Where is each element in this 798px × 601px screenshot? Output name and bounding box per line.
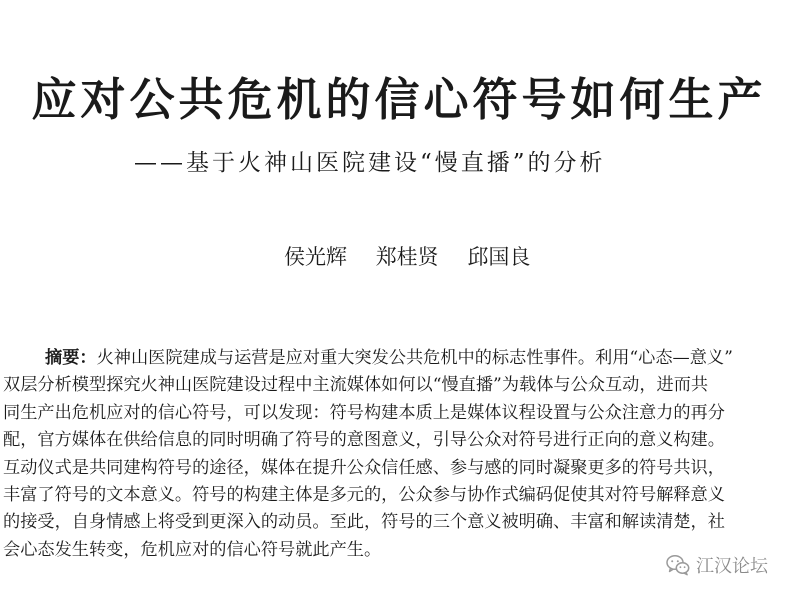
author-name: 侯光辉 <box>284 245 347 269</box>
abstract-line: 配，官方媒体在供给信息的同时明确了符号的意图意义，引导公众对符号进行正向的意义构建。 <box>3 430 725 451</box>
abstract-line: 同生产出危机应对的信心符号，可以发现：符号构建本质上是媒体议程设置与公众注意力的再分 <box>3 402 725 423</box>
watermark <box>666 552 768 578</box>
author-name: 邱国良 <box>467 245 531 269</box>
abstract-line: 会心态发生转变，危机应对的信心符号就此产生。 <box>3 539 382 560</box>
wechat-icon <box>666 554 690 576</box>
abstract <box>3 345 795 564</box>
abstract-text: 火神山医院建成与运营是应对重大突发公共危机中的标志性事件。利用“心态—意义” <box>96 348 733 368</box>
abstract-line <box>3 345 795 372</box>
abstract-label: 摘要： <box>45 348 97 368</box>
abstract-line: 的接受，自身情感上将受到更深入的动员。至此，符号的三个意义被明确、丰富和解读清楚，社 <box>3 512 725 533</box>
abstract-line: 丰富了符号的文本意义。符号的构建主体是多元的，公众参与协作式编码促使其对符号解释意义 <box>3 484 725 505</box>
paper-title: 应对公共危机的信心符号如何生产 <box>31 73 767 126</box>
paper-subtitle: ——基于火神山医院建设“慢直播”的分析 <box>134 150 606 176</box>
watermark-text: 江汉论坛 <box>696 556 768 577</box>
author-list <box>284 242 552 272</box>
author-name: 郑桂贤 <box>375 245 439 269</box>
abstract-line: 双层分析模型探究火神山医院建设过程中主流媒体如何以“慢直播”为载体与公众互动，进而共 <box>3 375 709 396</box>
abstract-line: 互动仪式是共同建构符号的途径，媒体在提升公众信任感、参与感的同时凝聚更多的符号共识， <box>3 457 725 478</box>
